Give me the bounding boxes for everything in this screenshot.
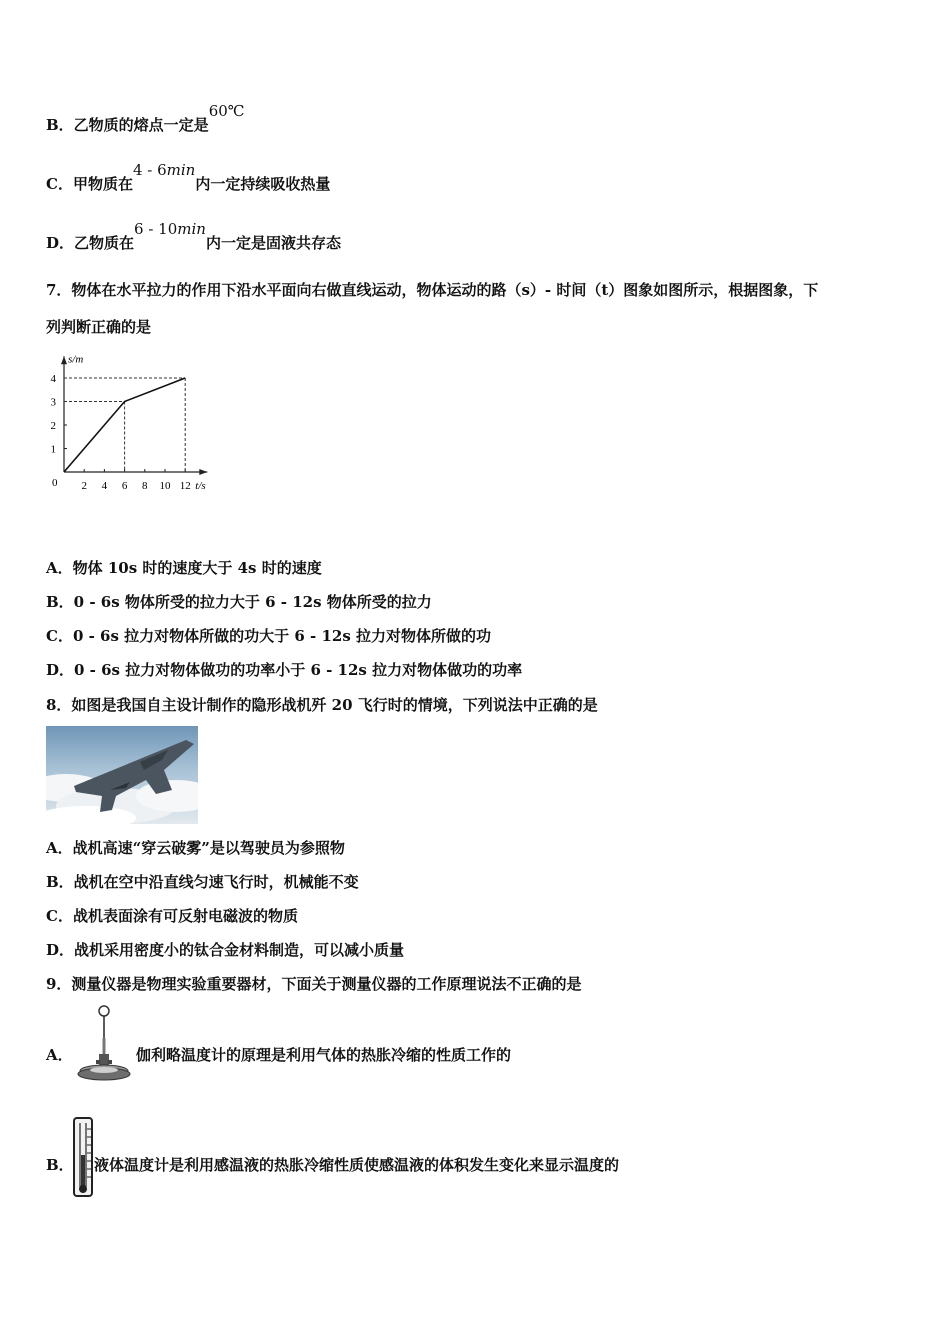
q6-option-d-math-num: 6 - 10 xyxy=(134,220,178,238)
y-tick-label-3: 3 xyxy=(50,396,56,409)
y-axis-label: s/m xyxy=(68,353,84,366)
q9-option-b-text: 液体温度计是利用感温液的热胀冷缩性质使感温液的体积发生变化来显示温度的 xyxy=(94,1156,620,1174)
q9-option-b-letter: B． xyxy=(46,1156,74,1174)
x-tick-label-8: 8 xyxy=(142,480,148,492)
q6-option-c-math-unit: min xyxy=(166,161,196,179)
x-tick-label-6: 6 xyxy=(121,480,128,492)
fighter-jet-photo xyxy=(46,726,198,824)
q7-stem-line2: 列判断正确的是 xyxy=(46,318,152,336)
q6-option-c-math-num: 4 - 6 xyxy=(132,161,167,179)
q7-option-a: A．物体 10s 时的速度大于 4s 时的速度 xyxy=(46,559,322,577)
q6-option-d-prefix: D．乙物质在 xyxy=(46,234,135,252)
galileo-thermometer-icon xyxy=(74,1004,134,1086)
q8-option-c: C．战机表面涂有可反射电磁波的物质 xyxy=(46,907,298,925)
x-tick-label-10: 10 xyxy=(159,480,171,492)
q6-option-d-math-unit: min xyxy=(177,220,206,238)
st-graph xyxy=(40,345,250,500)
q7-option-b: B．0 - 6s 物体所受的拉力大于 6 - 12s 物体所受的拉力 xyxy=(46,593,432,611)
q9-option-a-letter: A． xyxy=(46,1046,73,1064)
q8-option-d: D．战机采用密度小的钛合金材料制造，可以减小质量 xyxy=(46,941,405,959)
q8-option-a: A．战机高速“穿云破雾”是以驾驶员为参照物 xyxy=(46,839,345,857)
x-axis-arrow xyxy=(199,469,207,475)
q7-option-c: C．0 - 6s 拉力对物体所做的功大于 6 - 12s 拉力对物体所做的功 xyxy=(46,627,492,645)
y-tick-label-2: 2 xyxy=(50,420,56,432)
q6-option-d xyxy=(46,220,341,253)
q8-stem: 8．如图是我国自主设计制作的隐形战机歼 20 飞行时的情境，下列说法中正确的是 xyxy=(46,696,598,714)
y-tick-label-1: 1 xyxy=(50,443,56,456)
q6-option-b xyxy=(46,102,245,135)
x-tick-label-4: 4 xyxy=(101,480,108,492)
q6-option-c-suffix: 内一定持续吸收热量 xyxy=(195,175,331,193)
liquid-thermometer-icon xyxy=(72,1117,94,1197)
x-axis-label: t/s xyxy=(195,480,206,492)
q6-option-b-math: 60℃ xyxy=(208,102,245,120)
y-axis-arrow xyxy=(61,356,67,364)
q6-option-b-text: B．乙物质的熔点一定是 xyxy=(46,116,209,134)
origin-label: 0 xyxy=(52,477,58,489)
q9-stem: 9．测量仪器是物理实验重要器材，下面关于测量仪器的工作原理说法不正确的是 xyxy=(46,975,582,993)
x-tick-label-12: 12 xyxy=(179,480,191,492)
x-tick-label-2: 2 xyxy=(81,480,87,492)
y-tick-label-4: 4 xyxy=(50,373,56,385)
q6-option-c xyxy=(46,161,331,194)
q6-option-d-suffix: 内一定是固液共存态 xyxy=(205,234,341,252)
q7-stem-line1: 7．物体在水平拉力的作用下沿水平面向右做直线运动，物体运动的路（s）- 时间（t）图象如图所示，根据图象，下 xyxy=(46,281,819,299)
q7-option-d: D．0 - 6s 拉力对物体做功的功率小于 6 - 12s 拉力对物体做功的功率 xyxy=(46,661,523,679)
q8-option-b: B．战机在空中沿直线匀速飞行时，机械能不变 xyxy=(46,873,359,891)
q6-option-c-prefix: C．甲物质在 xyxy=(46,175,133,193)
q9-option-a-text: 伽利略温度计的原理是利用气体的热胀冷缩的性质工作的 xyxy=(136,1046,512,1064)
